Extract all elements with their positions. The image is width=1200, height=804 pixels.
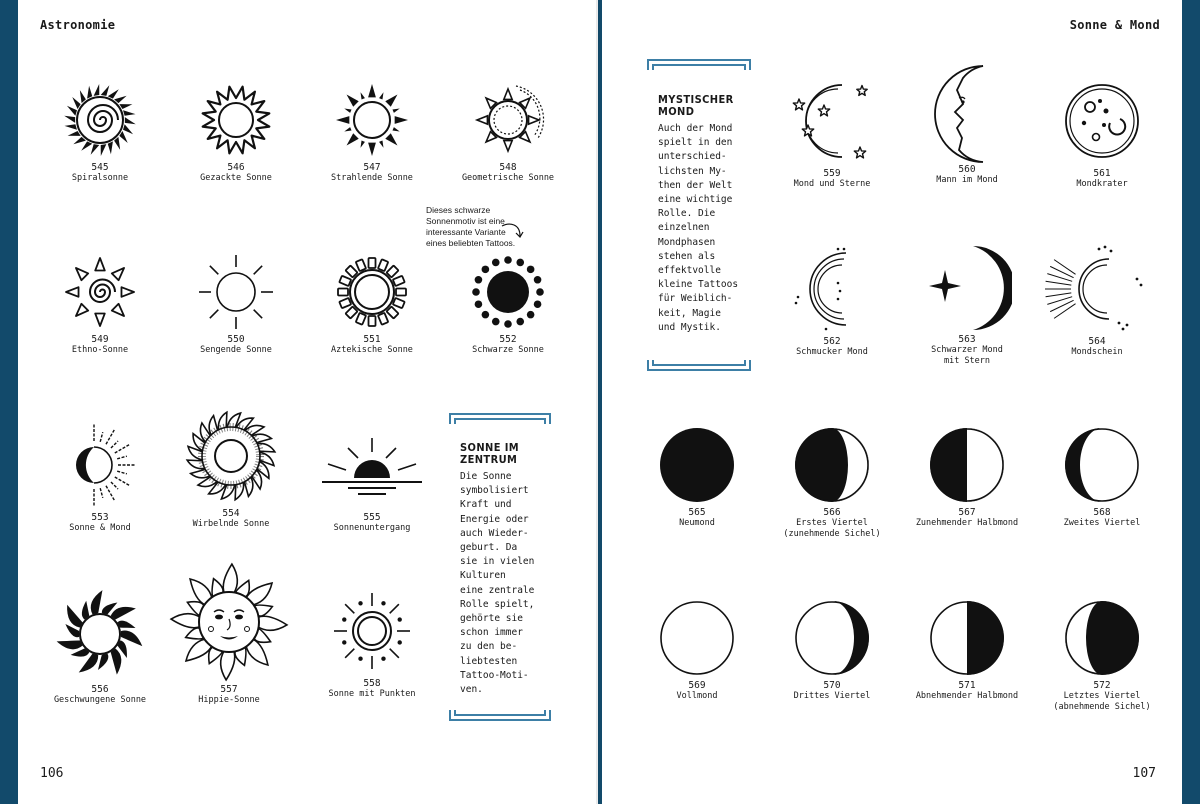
- motif-name: Mann im Mond: [936, 175, 998, 185]
- infobox-moon: [646, 58, 752, 372]
- motif-number: 564: [1088, 336, 1106, 347]
- motif-name: Schwarze Sonne: [472, 345, 544, 355]
- motif-545: [35, 80, 165, 184]
- motif-570: [767, 598, 897, 702]
- dotted-sun-icon: [327, 586, 417, 676]
- motif-560: [902, 62, 1032, 186]
- geometric-sun-icon: [468, 80, 548, 160]
- motif-number: 554: [222, 508, 240, 519]
- infobox-text: Auch der Mond spielt in den unterschied- lichsten My- then der Welt eine wichtige Rolle. Die einzelnen Mondphasen stehen als effektvolle kleine Tattoos für Weiblich- keit, Magie und Mystik.: [658, 123, 739, 333]
- scorching-sun-icon: [196, 252, 276, 332]
- motif-561: [1037, 76, 1167, 190]
- motif-568: [1037, 425, 1167, 529]
- motif-name: Wirbelnde Sonne: [192, 519, 270, 529]
- page-number-right: 107: [1132, 766, 1156, 781]
- motif-569: [632, 598, 762, 702]
- hippie-sun-icon: [167, 560, 291, 684]
- full-moon-icon: [657, 598, 737, 678]
- motif-number: 557: [220, 684, 238, 695]
- running-head-left: Astronomie: [40, 18, 116, 32]
- motif-number: 567: [958, 507, 976, 518]
- infobox-title: MYSTISCHER MOND: [658, 93, 734, 118]
- infobox-text: Die Sonne symbolisiert Kraft und Energie oder auch Wieder- geburt. Da sie in vielen Kulturen eine zentrale Rolle spielt, gehörte sie schon immer zu den be- liebtesten Tattoo-Moti- ven.: [460, 471, 535, 696]
- waxing-half-moon-icon: [927, 425, 1007, 505]
- motif-name: Geometrische Sonne: [461, 173, 555, 183]
- right-page: [602, 0, 1182, 804]
- motif-number: 548: [499, 162, 517, 173]
- page-number-left: 106: [40, 766, 64, 781]
- motif-559: [767, 76, 897, 190]
- motif-565: [632, 425, 762, 529]
- motif-number: 571: [958, 680, 976, 691]
- motif-name: Drittes Viertel: [793, 691, 871, 701]
- motif-number: 552: [499, 334, 517, 345]
- curved-sun-icon: [52, 586, 148, 682]
- motif-name: Hippie-Sonne: [198, 695, 260, 705]
- motif-number: 561: [1093, 168, 1111, 179]
- motif-name: Sengende Sonne: [200, 345, 272, 355]
- motif-name: Strahlende Sonne: [331, 173, 413, 183]
- new-moon-icon: [657, 425, 737, 505]
- motif-550: [171, 252, 301, 356]
- motif-name: Sonnenuntergang: [333, 523, 411, 533]
- sunset-icon: [317, 430, 427, 510]
- motif-number: 568: [1093, 507, 1111, 518]
- motif-number: 562: [823, 336, 841, 347]
- motif-number: 551: [363, 334, 381, 345]
- motif-554: [166, 406, 296, 530]
- motif-number: 558: [363, 678, 381, 689]
- ethno-sun-icon: [60, 252, 140, 332]
- motif-name: Sonne mit Punkten: [328, 689, 416, 699]
- motif-562: [767, 244, 897, 358]
- motif-name: Zweites Viertel: [1063, 518, 1141, 528]
- motif-number: 569: [688, 680, 706, 691]
- motif-name: Zunehmender Halbmond: [915, 518, 1019, 528]
- second-quarter-icon: [1062, 425, 1142, 505]
- motif-number: 560: [958, 164, 976, 175]
- motif-548: [443, 80, 573, 184]
- motif-558: [307, 586, 437, 700]
- motif-number: 570: [823, 680, 841, 691]
- spiral-sun-icon: [60, 80, 140, 160]
- motif-number: 545: [91, 162, 109, 173]
- motif-name: Neumond: [679, 518, 715, 528]
- motif-571: [902, 598, 1032, 702]
- sun-and-moon-icon: [55, 420, 145, 510]
- motif-number: 559: [823, 168, 841, 179]
- motif-name: Abnehmender Halbmond: [915, 691, 1019, 701]
- motif-name: Geschwungene Sonne: [53, 695, 147, 705]
- motif-name: Erstes Viertel (zunehmende Sichel): [783, 518, 881, 539]
- motif-number: 555: [363, 512, 381, 523]
- black-sun-icon: [468, 252, 548, 332]
- motif-number: 546: [227, 162, 245, 173]
- motif-555: [307, 430, 437, 534]
- motif-name: Schwarzer Mond mit Stern: [931, 345, 1003, 366]
- motif-number: 549: [91, 334, 109, 345]
- motif-name: Sonne & Mond: [69, 523, 131, 533]
- motif-name: Letztes Viertel (abnehmende Sichel): [1053, 691, 1151, 712]
- motif-name: Mondschein: [1071, 347, 1123, 357]
- last-quarter-crescent-icon: [1062, 598, 1142, 678]
- motif-number: 556: [91, 684, 109, 695]
- motif-572: [1037, 598, 1167, 713]
- motif-number: 566: [823, 507, 841, 518]
- motif-name: Spiralsonne: [71, 173, 129, 183]
- moon-crater-icon: [1057, 76, 1147, 166]
- motif-name: Gezackte Sonne: [200, 173, 272, 183]
- motif-557: [164, 560, 294, 706]
- motif-564: [1032, 244, 1162, 358]
- motif-number: 547: [363, 162, 381, 173]
- aztec-sun-icon: [332, 252, 412, 332]
- infobox-title: SONNE IM ZENTRUM: [460, 441, 520, 466]
- motif-number: 572: [1093, 680, 1111, 691]
- motif-number: 563: [958, 334, 976, 345]
- swirling-sun-icon: [181, 406, 281, 506]
- callout-note: Dieses schwarze Sonnenmotiv ist eine interessante Variante eines beliebten Tattoos.: [426, 205, 516, 248]
- motif-name: Mond und Sterne: [793, 179, 871, 189]
- running-head-right: Sonne & Mond: [1069, 18, 1160, 32]
- motif-563: [902, 240, 1032, 367]
- waning-half-moon-icon: [927, 598, 1007, 678]
- motif-number: 565: [688, 507, 706, 518]
- motif-547: [307, 80, 437, 184]
- motif-name: Mondkrater: [1076, 179, 1128, 189]
- motif-566: [767, 425, 897, 540]
- first-quarter-crescent-icon: [792, 425, 872, 505]
- jagged-sun-icon: [196, 80, 276, 160]
- motif-name: Aztekische Sonne: [331, 345, 413, 355]
- infobox-sun: [448, 412, 552, 722]
- moonshine-icon: [1042, 244, 1152, 334]
- motif-number: 553: [91, 512, 109, 523]
- radiant-sun-icon: [332, 80, 412, 160]
- man-in-the-moon-icon: [927, 62, 1007, 166]
- motif-556: [35, 586, 165, 706]
- motif-name: Vollmond: [676, 691, 718, 701]
- curved-arrow-icon: [500, 222, 526, 242]
- motif-549: [35, 252, 165, 356]
- black-moon-star-icon: [922, 240, 1012, 336]
- motif-name: Schmucker Mond: [796, 347, 868, 357]
- third-quarter-icon: [792, 598, 872, 678]
- motif-name: Ethno-Sonne: [71, 345, 129, 355]
- motif-546: [171, 80, 301, 184]
- motif-567: [902, 425, 1032, 529]
- left-page: [18, 0, 598, 804]
- motif-553: [35, 420, 165, 534]
- motif-551: [307, 252, 437, 356]
- moon-and-stars-icon: [787, 76, 877, 166]
- ornate-moon-icon: [787, 244, 877, 334]
- motif-number: 550: [227, 334, 245, 345]
- motif-552: [443, 252, 573, 356]
